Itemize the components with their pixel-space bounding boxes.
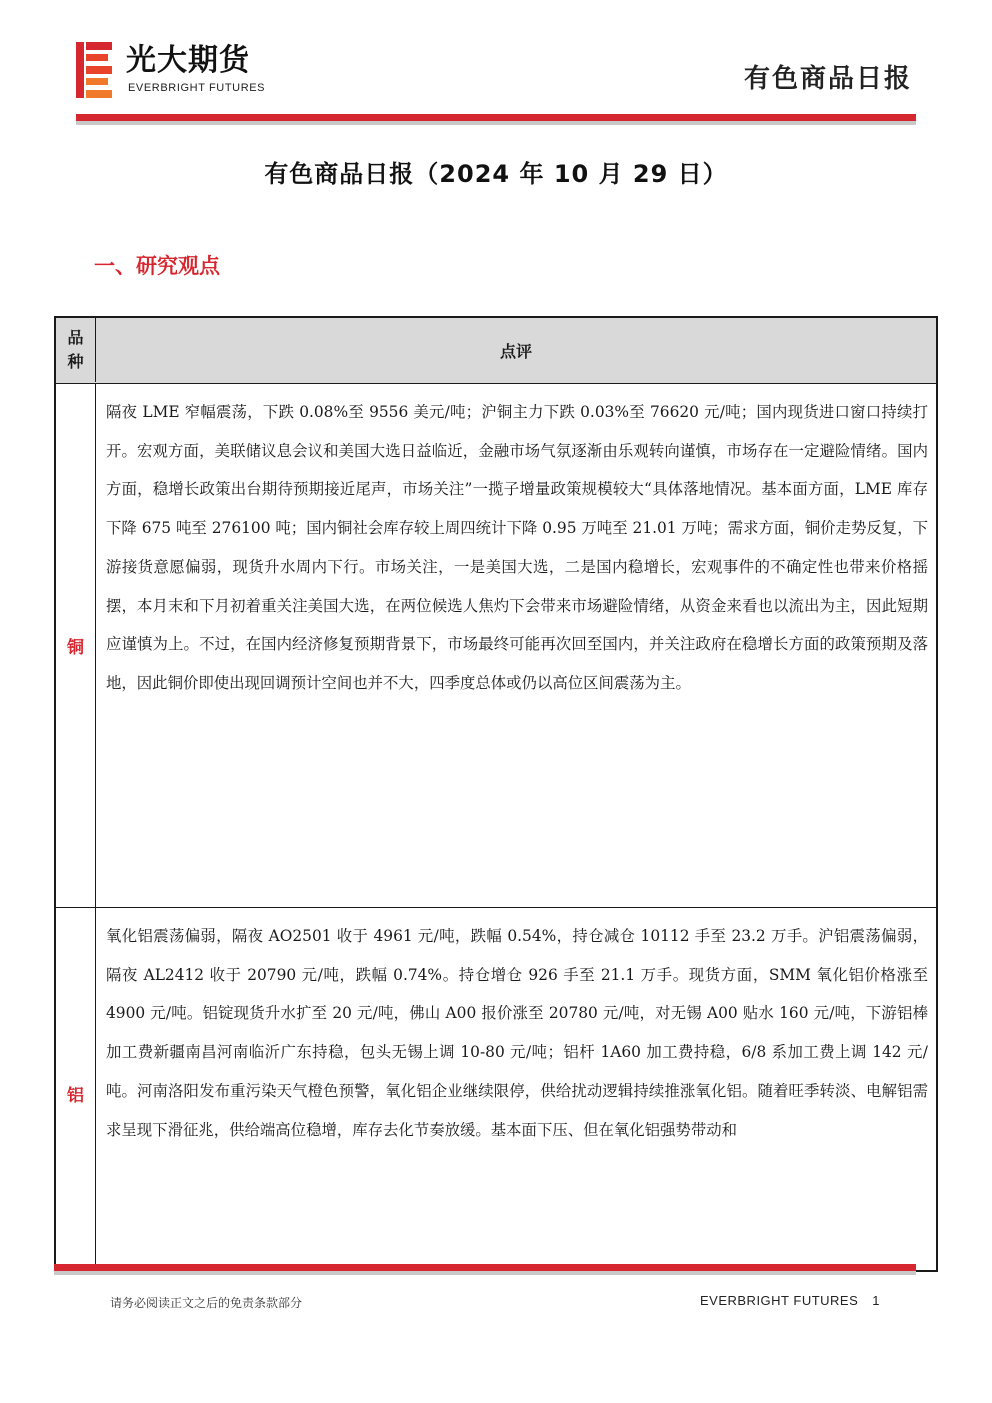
page-number: 1 [872, 1293, 880, 1308]
row-category-aluminum: 铝 [56, 908, 96, 1272]
footer-brand-page [700, 1293, 880, 1308]
header-divider [76, 114, 916, 121]
document-title: 有色商品日报（2024 年 10 月 29 日） [264, 160, 728, 188]
footer-divider-shadow [54, 1271, 916, 1275]
row-comment-copper: 隔夜 LME 窄幅震荡，下跌 0.08%至 9556 美元/吨；沪铜主力下跌 0.03%至 76620 元/吨；国内现货进口窗口持续打开。宏观方面，美联储议息会议和美国大选日益临近，金融市场气氛逐渐由乐观转向谨慎，市场存在一定避险情绪。国内方面，稳增长政策出台期待预期接近尾声，市场关注”一揽子增量政策规模较大“具体落地情况。基本面方面，LME 库存下降 675 吨至 276100 吨；国内铜社会库存较上周四统计下降 0.95 万吨至 21.01 万吨；需求方面，铜价走势反复，下游接货意愿偏弱，现货升水周内下行。市场关注，一是美国大选，二是国内稳增长，宏观事件的不确定性也带来价格摇摆，本月末和下月初着重关注美国大选，在两位候选人焦灼下会带来市场避险情绪，从资金来看也以流出为主，因此短期应谨慎为上。不过，在国内经济修复预期背景下，市场最终可能再次回至国内，并关注政府在稳增长方面的政策预期及落地，因此铜价即使出现回调预计空间也并不大，四季度总体或仍以高位区间震荡为主。 [106, 403, 928, 692]
footer-brand: EVERBRIGHT FUTURES [699, 1293, 859, 1308]
table-row-copper [56, 384, 936, 908]
company-logo [76, 42, 306, 102]
footer-disclaimer: 请务必阅读正文之后的免责条款部分 [110, 1296, 303, 1310]
row-comment-aluminum: 氧化铝震荡偏弱，隔夜 AO2501 收于 4961 元/吨，跌幅 0.54%，持仓减仓 10112 手至 23.2 万手。沪铝震荡偏弱，隔夜 AL2412 收于 20790 元/吨，跌幅 0.74%。持仓增仓 926 手至 21.1 万手。现货方面，SMM 氧化铝价格涨至 4900 元/吨。铝锭现货升水扩至 20 元/吨，佛山 A00 报价涨至 20780 元/吨，对无锡 A00 贴水 160 元/吨，下游铝棒加工费新疆南昌河南临沂广东持稳，包头无锡上调 10-80 元/吨；铝杆 1A60 加工费持稳，6/8 系加工费上调 142 元/吨。河南洛阳发布重污染天气橙色预警，氧化铝企业继续限停，供给扰动逻辑持续推涨氧化铝。随着旺季转淡、电解铝需求呈现下滑征兆，供给端高位稳增，库存去化节奏放缓。基本面下压、但在氧化铝强势带动和 [106, 927, 928, 1139]
footer-divider [54, 1264, 916, 1271]
header-comment: 点评 [499, 341, 532, 361]
section-heading: 一、研究观点 [94, 254, 220, 278]
header-category [56, 318, 96, 382]
table-row-aluminum [56, 908, 936, 1272]
research-table [54, 316, 938, 1272]
row-category-copper: 铜 [56, 384, 96, 907]
header-category-label: 品种 [67, 328, 84, 371]
logo-chinese-name: 光大期货 [126, 43, 250, 78]
table-header [56, 318, 936, 384]
logo-english-name: EVERBRIGHT FUTURES [128, 82, 266, 94]
logo-mark-icon [76, 42, 114, 98]
header-divider-shadow [76, 121, 916, 125]
report-name: 有色商品日报 [743, 64, 912, 94]
